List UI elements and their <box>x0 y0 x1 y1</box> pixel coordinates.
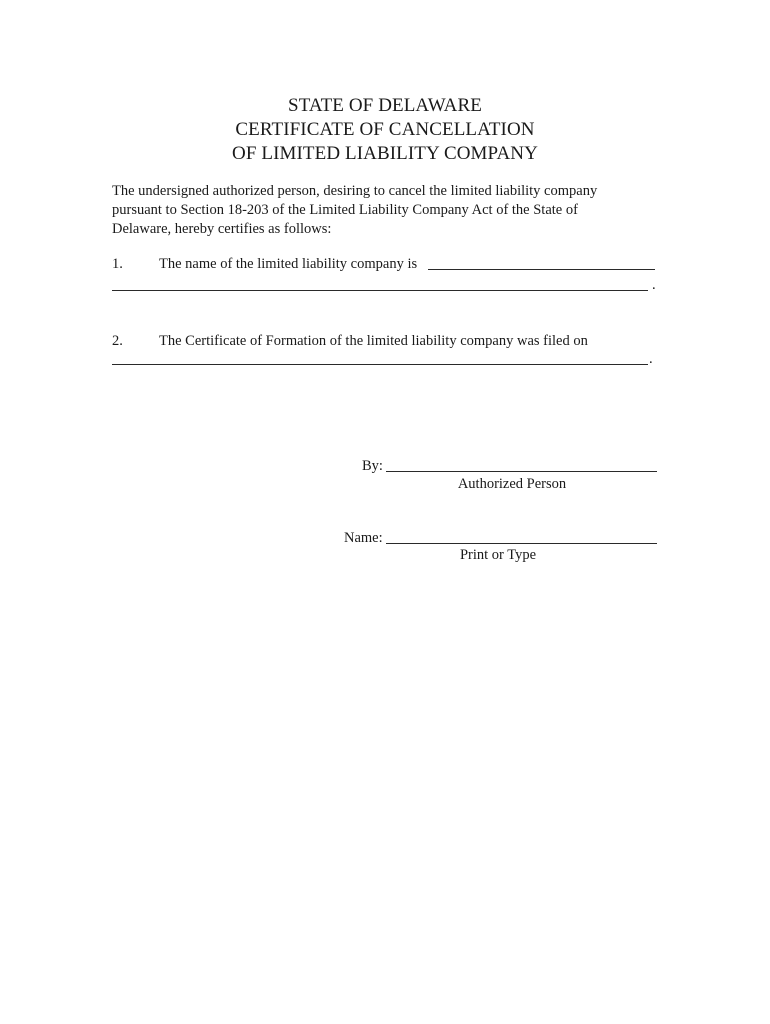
intro-line: The undersigned authorized person, desiring to cancel the limited liability company <box>112 183 598 199</box>
title-certificate: CERTIFICATE OF CANCELLATION <box>235 119 535 140</box>
item-2-period: . <box>649 351 653 367</box>
item-2-text: The Certificate of Formation of the limited liability company was filed on <box>159 333 588 349</box>
formation-date-blank-line[interactable] <box>112 364 648 365</box>
authorized-person-caption: Authorized Person <box>457 476 567 492</box>
item-1-number: 1. <box>112 256 123 272</box>
item-1-text: The name of the limited liability company is <box>159 256 418 272</box>
print-or-type-caption: Print or Type <box>459 547 537 563</box>
by-label: By: <box>362 458 383 474</box>
company-name-blank-line[interactable] <box>428 269 655 270</box>
printed-name-line[interactable] <box>386 543 657 544</box>
signature-line[interactable] <box>386 471 657 472</box>
name-label: Name: <box>344 530 383 546</box>
title-state: STATE OF DELAWARE <box>288 95 482 116</box>
intro-paragraph <box>112 182 672 239</box>
item-1-period: . <box>652 277 656 293</box>
intro-line: pursuant to Section 18-203 of the Limited Liability Company Act of the State of <box>112 202 578 218</box>
item-2-number: 2. <box>112 333 123 349</box>
company-name-continuation-line[interactable] <box>112 290 648 291</box>
intro-line: Delaware, hereby certifies as follows: <box>112 221 332 237</box>
title-company-type: OF LIMITED LIABILITY COMPANY <box>232 143 538 164</box>
